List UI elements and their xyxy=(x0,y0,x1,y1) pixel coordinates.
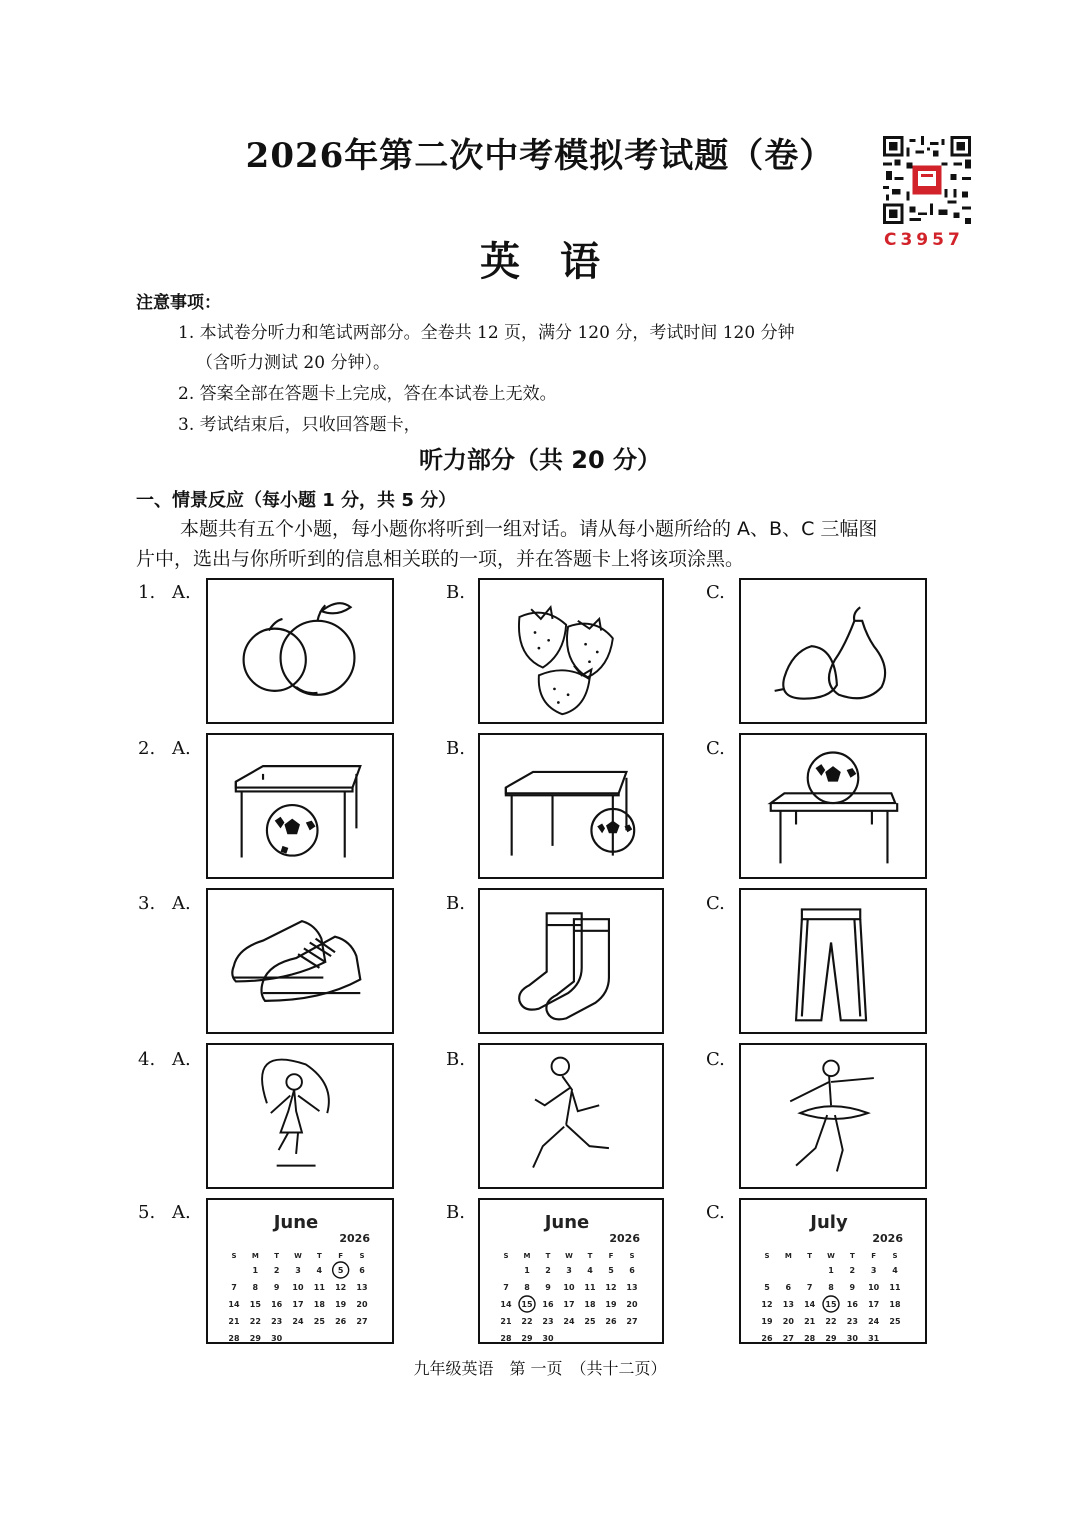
calendar-year: 2026 xyxy=(872,1232,903,1245)
calendar-day: 27 xyxy=(626,1317,638,1326)
calendar-day: 18 xyxy=(584,1300,596,1309)
calendar-day: 16 xyxy=(846,1300,858,1309)
question-number-5: 5. xyxy=(138,1202,156,1223)
q4-option-b-label: B. xyxy=(446,1049,465,1070)
calendar-day: 2 xyxy=(849,1266,856,1275)
calendar-day: 9 xyxy=(273,1283,280,1292)
calendar-day: 20 xyxy=(356,1300,368,1309)
calendar-day: 1 xyxy=(524,1266,530,1275)
calendar-day: 21 xyxy=(228,1317,240,1326)
calendar-june-15-icon[interactable] xyxy=(478,1198,664,1344)
q2-option-a-label: A. xyxy=(172,738,191,759)
q1-option-a-label: A. xyxy=(172,582,191,603)
calendar-day: 6 xyxy=(359,1266,365,1275)
calendar-weekday: S xyxy=(231,1252,237,1260)
calendar-svg xyxy=(208,1200,392,1342)
calendar-day: 21 xyxy=(500,1317,512,1326)
calendar-day: 3 xyxy=(295,1266,301,1275)
calendar-day: 20 xyxy=(782,1317,794,1326)
exam-code: C3957 xyxy=(884,230,964,250)
calendar-day: 8 xyxy=(524,1283,530,1292)
calendar-day: 24 xyxy=(868,1317,880,1326)
calendar-day: 29 xyxy=(249,1334,261,1342)
calendar-day: 2 xyxy=(273,1266,280,1275)
calendar-day: 23 xyxy=(846,1317,858,1326)
calendar-day: 28 xyxy=(804,1334,816,1342)
pears-icon[interactable] xyxy=(739,578,927,724)
note-item-2: 2. 答案全部在答题卡上完成，答在本试卷上无效。 xyxy=(178,384,557,404)
calendar-day: 26 xyxy=(335,1317,347,1326)
calendar-month: June xyxy=(273,1212,319,1233)
calendar-day: 28 xyxy=(500,1334,512,1342)
calendar-month: June xyxy=(544,1212,590,1233)
calendar-june-5-icon[interactable] xyxy=(206,1198,394,1344)
calendar-day: 10 xyxy=(868,1283,880,1292)
calendar-day: 24 xyxy=(563,1317,575,1326)
calendar-day: 7 xyxy=(503,1283,509,1292)
ball-beside-table-icon[interactable] xyxy=(478,733,664,879)
calendar-day: 19 xyxy=(605,1300,617,1309)
ballet-dancer-icon[interactable] xyxy=(739,1043,927,1189)
q1-option-b-label: B. xyxy=(446,582,465,603)
calendar-day: 3 xyxy=(566,1266,572,1275)
calendar-day: 16 xyxy=(542,1300,554,1309)
calendar-day: 25 xyxy=(889,1317,901,1326)
calendar-day: 14 xyxy=(804,1300,816,1309)
exam-title: 2026年第二次中考模拟考试题（卷） xyxy=(245,136,835,176)
calendar-weekday: F xyxy=(338,1252,344,1260)
calendar-day: 30 xyxy=(542,1334,554,1342)
calendar-day: 29 xyxy=(521,1334,533,1342)
calendar-day: 13 xyxy=(356,1283,368,1292)
calendar-day: 22 xyxy=(249,1317,261,1326)
calendar-day: 4 xyxy=(892,1266,898,1275)
calendar-year: 2026 xyxy=(339,1232,370,1245)
calendar-day: 28 xyxy=(228,1334,240,1342)
note-item-1-cont: （含听力测试 20 分钟）。 xyxy=(196,353,390,373)
calendar-day: 20 xyxy=(626,1300,638,1309)
q5-option-a-label: A. xyxy=(172,1202,191,1223)
question-number-1: 1. xyxy=(138,582,156,603)
calendar-weekday: T xyxy=(274,1252,280,1260)
calendar-day: 19 xyxy=(761,1317,773,1326)
calendar-day: 27 xyxy=(356,1317,368,1326)
calendar-day: 5 xyxy=(608,1266,614,1275)
calendar-day: 11 xyxy=(313,1283,325,1292)
note-item-3: 3. 考试结束后，只收回答题卡， xyxy=(178,415,421,435)
calendar-day: 4 xyxy=(587,1266,593,1275)
calendar-weekday: M xyxy=(251,1252,259,1260)
running-girl-icon[interactable] xyxy=(478,1043,664,1189)
calendar-day: 11 xyxy=(584,1283,596,1292)
calendar-day: 29 xyxy=(825,1334,837,1342)
note-item-1: 1. 本试卷分听力和笔试两部分。全卷共 12 页，满分 120 分，考试时间 120 分钟 xyxy=(178,323,795,343)
calendar-day: 23 xyxy=(542,1317,554,1326)
calendar-day: 4 xyxy=(316,1266,323,1275)
calendar-day: 13 xyxy=(782,1300,794,1309)
calendar-day: 10 xyxy=(563,1283,575,1292)
subject-title: 英 语 xyxy=(480,239,600,285)
socks-icon[interactable] xyxy=(478,888,664,1034)
calendar-day: 9 xyxy=(545,1283,551,1292)
instruction-line-2: 片中，选出与你所听到的信息相关联的一项，并在答题卡上将该项涂黑。 xyxy=(136,548,745,570)
calendar-weekday: T xyxy=(587,1252,593,1260)
calendar-day: 6 xyxy=(785,1283,792,1292)
calendar-day: 22 xyxy=(825,1317,837,1326)
calendar-day: 14 xyxy=(500,1300,512,1309)
q3-option-a-label: A. xyxy=(172,893,191,914)
calendar-weekday: F xyxy=(608,1252,614,1260)
calendar-day: 15 xyxy=(249,1300,261,1309)
calendar-year: 2026 xyxy=(609,1232,640,1245)
calendar-weekday: S xyxy=(764,1252,770,1260)
calendar-weekday: W xyxy=(294,1252,302,1260)
trousers-icon[interactable] xyxy=(739,888,927,1034)
calendar-day: 17 xyxy=(292,1300,304,1309)
calendar-day: 12 xyxy=(335,1283,347,1292)
calendar-weekday: M xyxy=(784,1252,792,1260)
calendar-svg xyxy=(480,1200,662,1342)
calendar-day: 6 xyxy=(629,1266,635,1275)
question-number-2: 2. xyxy=(138,738,156,759)
calendar-weekday: T xyxy=(545,1252,551,1260)
calendar-day: 30 xyxy=(271,1334,283,1342)
calendar-day: 2 xyxy=(545,1266,551,1275)
calendar-day: 5 xyxy=(764,1283,770,1292)
calendar-weekday: T xyxy=(316,1252,322,1260)
sneakers-icon[interactable] xyxy=(206,888,394,1034)
calendar-weekday: T xyxy=(849,1252,855,1260)
calendar-month: July xyxy=(810,1212,848,1233)
ball-under-table-icon[interactable] xyxy=(206,733,394,879)
q2-option-b-label: B. xyxy=(446,738,465,759)
calendar-day: 13 xyxy=(626,1283,638,1292)
calendar-day: 3 xyxy=(870,1266,877,1275)
calendar-day: 10 xyxy=(292,1283,304,1292)
qr-code-icon xyxy=(882,136,972,224)
calendar-day: 27 xyxy=(782,1334,794,1342)
q1-option-c-label: C. xyxy=(706,582,725,603)
calendar-svg xyxy=(741,1200,925,1342)
page-footer: 九年级英语 第 一页 （共十二页） xyxy=(413,1359,667,1378)
q2-option-c-label: C. xyxy=(706,738,725,759)
calendar-day: 26 xyxy=(761,1334,773,1342)
question-number-3: 3. xyxy=(138,893,156,914)
calendar-day: 18 xyxy=(313,1300,325,1309)
calendar-weekday: W xyxy=(827,1252,835,1260)
calendar-day: 19 xyxy=(335,1300,347,1309)
calendar-day: 15 xyxy=(521,1300,533,1309)
calendar-day: 16 xyxy=(271,1300,283,1309)
calendar-day: 5 xyxy=(337,1266,344,1275)
question-number-4: 4. xyxy=(138,1049,156,1070)
calendar-weekday: F xyxy=(871,1252,877,1260)
calendar-day: 24 xyxy=(292,1317,304,1326)
calendar-day: 22 xyxy=(521,1317,533,1326)
calendar-weekday: T xyxy=(807,1252,813,1260)
calendar-day: 12 xyxy=(761,1300,773,1309)
calendar-day: 23 xyxy=(271,1317,283,1326)
calendar-day: 9 xyxy=(849,1283,856,1292)
q3-option-c-label: C. xyxy=(706,893,725,914)
calendar-weekday: W xyxy=(565,1252,573,1260)
q4-option-c-label: C. xyxy=(706,1049,725,1070)
calendar-weekday: S xyxy=(359,1252,365,1260)
calendar-day: 30 xyxy=(846,1334,858,1342)
strawberries-icon[interactable] xyxy=(478,578,664,724)
calendar-day: 17 xyxy=(563,1300,575,1309)
calendar-day: 25 xyxy=(584,1317,596,1326)
calendar-day: 31 xyxy=(868,1334,880,1342)
instruction-line-1: 本题共有五个小题，每小题你将听到一组对话。请从每小题所给的 A、B、C 三幅图 xyxy=(180,518,878,540)
calendar-day: 21 xyxy=(804,1317,816,1326)
section-heading: 一、情景反应（每小题 1 分，共 5 分） xyxy=(136,490,457,511)
notes-heading: 注意事项： xyxy=(136,293,221,313)
calendar-day: 11 xyxy=(889,1283,901,1292)
ball-on-table-icon[interactable] xyxy=(739,733,927,879)
jump-rope-girl-icon[interactable] xyxy=(206,1043,394,1189)
q5-option-b-label: B. xyxy=(446,1202,465,1223)
calendar-day: 7 xyxy=(231,1283,237,1292)
calendar-day: 15 xyxy=(825,1300,837,1309)
apples-icon[interactable] xyxy=(206,578,394,724)
calendar-day: 1 xyxy=(828,1266,834,1275)
calendar-day: 8 xyxy=(252,1283,259,1292)
calendar-day: 7 xyxy=(806,1283,813,1292)
calendar-day: 25 xyxy=(313,1317,325,1326)
calendar-weekday: M xyxy=(523,1252,531,1260)
calendar-weekday: S xyxy=(629,1252,635,1260)
calendar-day: 8 xyxy=(828,1283,834,1292)
calendar-weekday: S xyxy=(503,1252,509,1260)
calendar-day: 18 xyxy=(889,1300,901,1309)
calendar-july-15-icon[interactable] xyxy=(739,1198,927,1344)
q3-option-b-label: B. xyxy=(446,893,465,914)
calendar-day: 17 xyxy=(868,1300,880,1309)
calendar-day: 26 xyxy=(605,1317,617,1326)
q5-option-c-label: C. xyxy=(706,1202,725,1223)
calendar-day: 12 xyxy=(605,1283,617,1292)
listening-part-title: 听力部分（共 20 分） xyxy=(418,446,662,474)
calendar-weekday: S xyxy=(892,1252,898,1260)
q4-option-a-label: A. xyxy=(172,1049,191,1070)
calendar-day: 14 xyxy=(228,1300,240,1309)
calendar-day: 1 xyxy=(252,1266,259,1275)
